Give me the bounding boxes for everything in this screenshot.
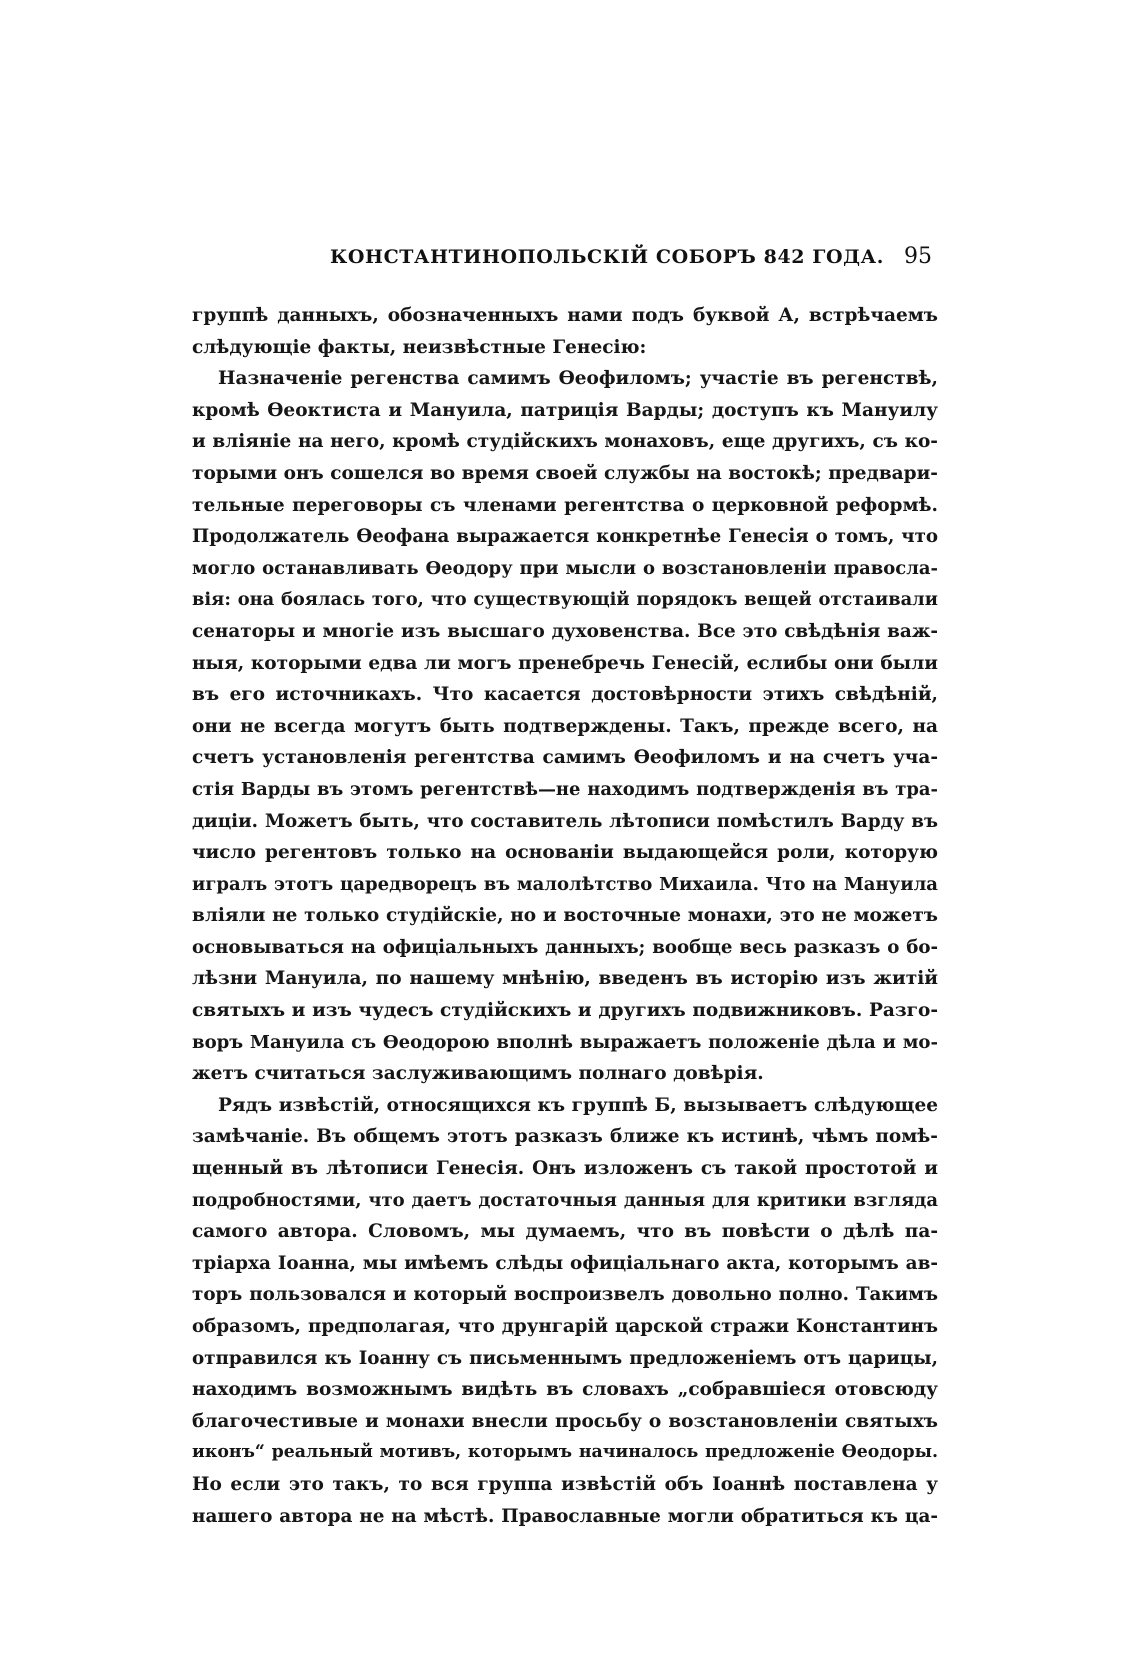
text-line: самого автора. Словомъ, мы думаемъ, что въ повѣсти о дѣлѣ па-	[192, 1221, 938, 1243]
text-line: Рядъ извѣстій, относящихся къ группѣ Б, вызываетъ слѣдующее	[218, 1094, 938, 1116]
text-line: подробностями, что даетъ достаточныя данныя для критики взгляда	[192, 1189, 938, 1211]
text-line: нашего автора не на мѣстѣ. Православные могли обратиться къ ца-	[192, 1505, 938, 1527]
text-line: ныя, которыми едва ли могъ пренебречь Генесій, еслибы они были	[192, 652, 938, 674]
text-line: вліяли не только студійскіе, но и восточные монахи, это не можетъ	[192, 905, 938, 927]
text-line: они не всегда могутъ быть подтверждены. Такъ, прежде всего, на	[192, 715, 938, 737]
text-line: тріарха Іоанна, мы имѣемъ слѣды офиціальнаго акта, которымъ ав-	[192, 1252, 938, 1274]
text-line: диціи. Можетъ быть, что составитель лѣтописи помѣстилъ Варду въ	[192, 810, 938, 832]
text-line: могло останавливать Ѳеодору при мысли о возстановленіи правосла-	[192, 557, 938, 579]
text-line: торыми онъ сошелся во время своей службы на востокѣ; предвари-	[192, 462, 938, 484]
text-line: сенаторы и многіе изъ высшаго духовенства. Все это свѣдѣнія важ-	[192, 620, 938, 642]
text-line: группѣ данныхъ, обозначенныхъ нами подъ буквой А, встрѣчаемъ	[192, 305, 938, 326]
text-line: игралъ этотъ царедворецъ въ малолѣтство Михаила. Что на Мануила	[192, 873, 938, 895]
text-line: щенный въ лѣтописи Генесія. Онъ изложенъ съ такой простотой и	[192, 1158, 938, 1180]
text-line: отправился къ Іоанну съ письменнымъ предложеніемъ отъ царицы,	[192, 1347, 938, 1369]
text-line: святыхъ и изъ чудесъ студійскихъ и другихъ подвижниковъ. Разго-	[192, 1000, 938, 1022]
text-line: жетъ считаться заслуживающимъ полнаго довѣрія.	[192, 1063, 764, 1085]
text-line: основываться на офиціальныхъ данныхъ; вообще весь разказъ о бо-	[192, 936, 938, 958]
body-text	[192, 300, 938, 1532]
text-line: торъ пользовался и который воспроизвелъ довольно полно. Такимъ	[192, 1284, 938, 1306]
text-line: образомъ, предполагая, что друнгарій царской стражи Константинъ	[192, 1316, 938, 1337]
text-line: замѣчаніе. Въ общемъ этотъ разказъ ближе къ истинѣ, чѣмъ помѣ-	[192, 1126, 938, 1148]
text-line: благочестивые и монахи внесли просьбу о возстановленіи святыхъ	[192, 1410, 938, 1432]
text-line: иконъ“ реальный мотивъ, которымъ начиналось предложеніе Ѳеодоры.	[192, 1442, 938, 1463]
text-line: Продолжатель Ѳеофана выражается конкретнѣе Генесія о томъ, что	[192, 526, 938, 548]
text-line: Назначеніе регенства самимъ Ѳеофиломъ; участіе въ регенствѣ,	[218, 368, 938, 390]
text-line: въ его источникахъ. Что касается достовѣрности этихъ свѣдѣній,	[192, 684, 938, 706]
text-line: лѣзни Мануила, по нашему мнѣнію, введенъ въ исторію изъ житій	[192, 968, 938, 990]
text-line: счетъ установленія регентства самимъ Ѳеофиломъ и на счетъ уча-	[192, 747, 938, 769]
text-line: слѣдующіе факты, неизвѣстные Генесію:	[192, 336, 647, 358]
text-line: Но если это такъ, то вся группа извѣстій объ Іоаннѣ поставлена у	[192, 1473, 938, 1495]
text-line: стія Варды въ этомъ регентствѣ—не находимъ подтвержденія въ тра-	[192, 778, 938, 800]
running-title: КОНСТАНТИНОПОЛЬСКІЙ СОБОРЪ 842 ГОДА.	[330, 246, 884, 268]
text-line: находимъ возможнымъ видѣть въ словахъ „собравшіеся отовсюду	[192, 1379, 938, 1401]
text-line: и вліяніе на него, кромѣ студійскихъ монаховъ, еще другихъ, съ ко-	[192, 431, 938, 453]
text-line: вія: она боялась того, что существующій порядокъ вещей отстаивали	[192, 589, 938, 611]
text-line: число регентовъ только на основаніи выдающейся роли, которую	[192, 842, 938, 864]
text-line: тельные переговоры съ членами регентства о церковной реформѣ.	[192, 494, 938, 516]
text-line: кромѣ Ѳеоктиста и Мануила, патриція Варды; доступъ къ Мануилу	[192, 399, 938, 421]
page-number: 95	[904, 244, 932, 269]
page-header	[192, 244, 938, 274]
text-line: воръ Мануила съ Ѳеодорою вполнѣ выражаетъ положеніе дѣла и мо-	[192, 1031, 938, 1053]
